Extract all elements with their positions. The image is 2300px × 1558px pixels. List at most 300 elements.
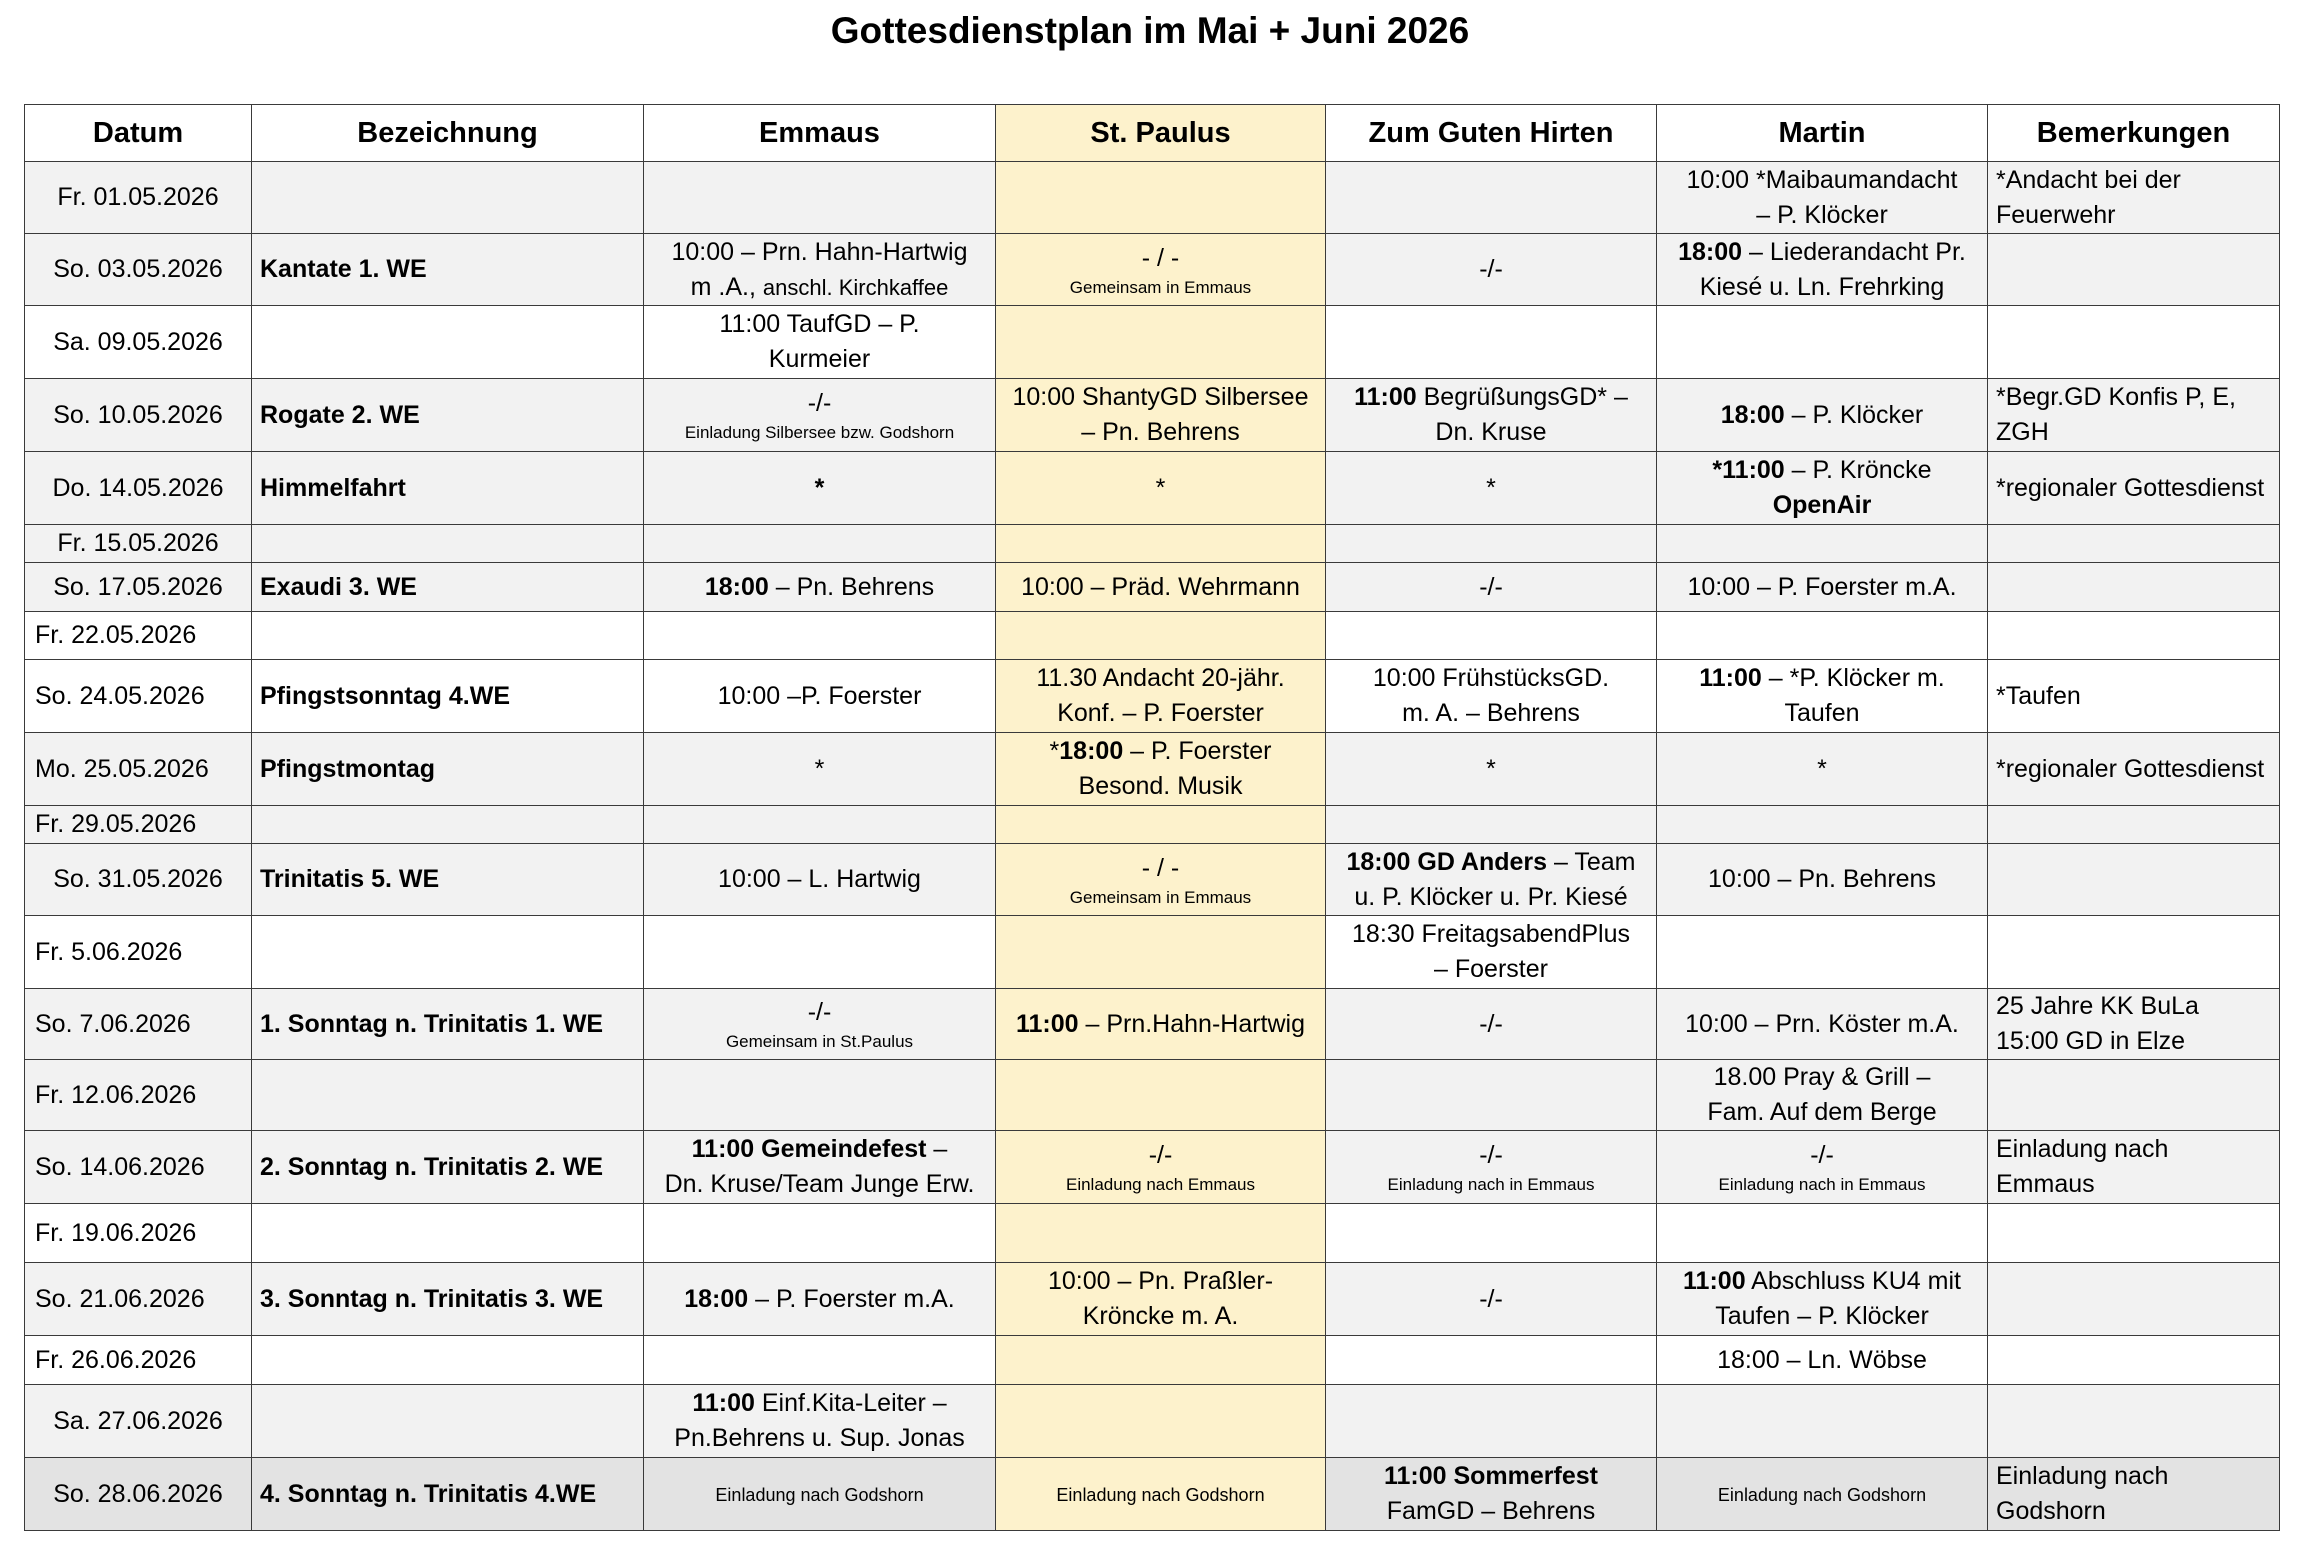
cell-line xyxy=(1004,1138,1317,1173)
cell-bemerkungen xyxy=(1988,1385,2280,1458)
table-row xyxy=(25,989,2280,1060)
cell-line xyxy=(652,862,987,897)
cell-bemerkungen xyxy=(1988,306,2280,379)
cell-line-2: – Foerster xyxy=(1434,955,1548,983)
cell-datum: So. 7.06.2026 xyxy=(25,989,252,1060)
cell-text: * xyxy=(814,754,825,783)
cell-line xyxy=(1004,661,1317,696)
table-row xyxy=(25,1385,2280,1458)
cell-bezeichnung xyxy=(252,806,644,844)
cell-line xyxy=(1334,380,1648,415)
cell-line xyxy=(1334,1282,1648,1317)
cell-zum-guten-hirten xyxy=(1326,844,1657,916)
cell-line xyxy=(652,386,987,421)
remark-line: *Andacht bei der xyxy=(1996,165,2181,194)
cell-line xyxy=(652,1282,987,1317)
cell-time: 18:00 xyxy=(704,572,769,601)
cell-time: 18:00 xyxy=(1720,400,1785,429)
header-martin: Martin xyxy=(1657,105,1988,162)
table-row xyxy=(25,612,2280,660)
cell-text: – Liederandacht Pr. xyxy=(1742,237,1966,266)
cell-zum-guten-hirten xyxy=(1326,525,1657,563)
cell-zum-guten-hirten xyxy=(1326,1336,1657,1385)
cell-bemerkungen xyxy=(1988,452,2280,525)
cell-bemerkungen xyxy=(1988,989,2280,1060)
cell-line xyxy=(652,270,987,305)
cell-martin xyxy=(1657,379,1988,452)
cell-time: 18:00 xyxy=(684,1284,749,1313)
cell-time: * xyxy=(814,473,825,502)
cell-st-paulus xyxy=(996,1060,1326,1131)
cell-time: *11:00 xyxy=(1712,456,1785,484)
cell-martin xyxy=(1657,844,1988,916)
cell-time: 11:00 xyxy=(1015,1009,1079,1038)
cell-line xyxy=(1665,862,1979,897)
cell-text: - / - xyxy=(1141,853,1180,882)
cell-time: 18:00 xyxy=(1678,237,1743,266)
cell-datum: Fr. 26.06.2026 xyxy=(25,1336,252,1385)
cell-line xyxy=(1665,1007,1979,1042)
header-zum-guten-hirten: Zum Guten Hirten xyxy=(1326,105,1657,162)
cell-bemerkungen xyxy=(1988,1204,2280,1263)
service-schedule-table xyxy=(24,104,2280,1531)
cell-emmaus xyxy=(644,612,996,660)
cell-line-2: – Pn. Behrens xyxy=(1081,418,1240,446)
cell-text: – Team xyxy=(1547,847,1636,876)
cell-text: – xyxy=(926,1135,948,1163)
cell-note: Gemeinsam in Emmaus xyxy=(1069,887,1252,907)
cell-bezeichnung: 4. Sonntag n. Trinitatis 4.WE xyxy=(252,1458,644,1531)
cell-zum-guten-hirten xyxy=(1326,1385,1657,1458)
cell-line-2: – P. Klöcker xyxy=(1756,200,1888,229)
cell-datum: So. 24.05.2026 xyxy=(25,660,252,733)
cell-bemerkungen xyxy=(1988,806,2280,844)
cell-st-paulus xyxy=(996,1204,1326,1263)
cell-martin xyxy=(1657,1263,1988,1336)
cell-note: Einladung Silbersee bzw. Godshorn xyxy=(684,423,955,442)
cell-text: 18:30 FreitagsabendPlus xyxy=(1352,920,1630,948)
cell-datum: So. 21.06.2026 xyxy=(25,1263,252,1336)
cell-st-paulus xyxy=(996,844,1326,916)
cell-time: 11:00 Gemeindefest xyxy=(691,1135,927,1163)
cell-text: 18:00 – Ln. Wöbse xyxy=(1717,1345,1927,1374)
cell-martin xyxy=(1657,733,1988,806)
cell-line xyxy=(652,471,987,506)
cell-bezeichnung xyxy=(252,1060,644,1131)
cell-martin xyxy=(1657,525,1988,563)
cell-emmaus xyxy=(644,525,996,563)
cell-emmaus xyxy=(644,1263,996,1336)
cell-line xyxy=(652,570,987,605)
cell-st-paulus xyxy=(996,1336,1326,1385)
cell-text: – P. Foerster m.A. xyxy=(748,1284,955,1313)
cell-line-2: Dn. Kruse/Team Junge Erw. xyxy=(664,1170,975,1198)
table-row xyxy=(25,1131,2280,1204)
cell-martin xyxy=(1657,916,1988,989)
cell-st-paulus xyxy=(996,1458,1326,1531)
table-row xyxy=(25,1458,2280,1531)
cell-martin xyxy=(1657,452,1988,525)
cell-zum-guten-hirten xyxy=(1326,733,1657,806)
cell-time: 18:00 GD Anders xyxy=(1346,847,1548,876)
remark-line: *regionaler Gottesdienst xyxy=(1996,473,2265,502)
cell-note: Einladung nach Godshorn xyxy=(1717,1484,1927,1505)
cell-martin xyxy=(1657,162,1988,234)
cell-text: 10:00 ShantyGD Silbersee xyxy=(1012,383,1309,411)
cell-text: -/- xyxy=(1479,572,1503,601)
remark-line: Einladung nach Emmaus xyxy=(1996,1135,2169,1198)
cell-line-2: Kurmeier xyxy=(768,345,871,373)
cell-line xyxy=(652,1132,987,1167)
cell-line xyxy=(1334,917,1648,952)
cell-text: 10:00 *Maibaumandacht xyxy=(1686,165,1958,194)
cell-text: -/- xyxy=(1479,1009,1503,1038)
cell-zum-guten-hirten xyxy=(1326,806,1657,844)
cell-text: 10:00 – Pn. Praßler- xyxy=(1047,1267,1274,1295)
cell-martin xyxy=(1657,234,1988,306)
cell-line-2: Besond. Musik xyxy=(1078,772,1243,800)
cell-zum-guten-hirten xyxy=(1326,660,1657,733)
cell-text: -/- xyxy=(1148,1141,1173,1169)
cell-line xyxy=(1665,1060,1979,1095)
table-row xyxy=(25,306,2280,379)
cell-line xyxy=(1004,1007,1317,1042)
cell-datum: Fr. 01.05.2026 xyxy=(25,162,252,234)
cell-emmaus xyxy=(644,162,996,234)
cell-emmaus xyxy=(644,1204,996,1263)
cell-bezeichnung: Kantate 1. WE xyxy=(252,234,644,306)
cell-st-paulus xyxy=(996,1131,1326,1204)
table-row xyxy=(25,1336,2280,1385)
cell-note: Einladung nach in Emmaus xyxy=(1718,1175,1926,1194)
cell-time: 11:00 xyxy=(1354,383,1417,411)
cell-datum: Fr. 29.05.2026 xyxy=(25,806,252,844)
table-row xyxy=(25,806,2280,844)
cell-bemerkungen xyxy=(1988,1263,2280,1336)
table-row xyxy=(25,733,2280,806)
cell-st-paulus xyxy=(996,306,1326,379)
cell-text: 10:00 FrühstücksGD. xyxy=(1372,664,1610,692)
cell-datum: Fr. 19.06.2026 xyxy=(25,1204,252,1263)
cell-text: – Prn.Hahn-Hartwig xyxy=(1078,1009,1306,1038)
cell-text: -/- xyxy=(1479,1284,1503,1313)
cell-zum-guten-hirten xyxy=(1326,1263,1657,1336)
cell-emmaus xyxy=(644,1458,996,1531)
cell-text: -/- xyxy=(807,389,832,417)
cell-bemerkungen xyxy=(1988,525,2280,563)
cell-line xyxy=(652,679,987,714)
cell-line xyxy=(1334,752,1648,787)
cell-line xyxy=(1334,661,1648,696)
cell-martin xyxy=(1657,1204,1988,1263)
cell-line xyxy=(1334,1007,1648,1042)
cell-bezeichnung xyxy=(252,1204,644,1263)
header-datum: Datum xyxy=(25,105,252,162)
cell-line xyxy=(1334,570,1648,605)
cell-emmaus xyxy=(644,989,996,1060)
cell-bemerkungen xyxy=(1988,916,2280,989)
remark-line: *regionaler Gottesdienst xyxy=(1996,754,2265,783)
cell-text: – P. Klöcker xyxy=(1784,400,1924,429)
cell-text: 10:00 – Prn. Hahn-Hartwig xyxy=(671,237,968,266)
cell-text: Einf.Kita-Leiter – xyxy=(754,1389,947,1417)
cell-text: 10:00 –P. Foerster xyxy=(717,681,922,710)
cell-zum-guten-hirten xyxy=(1326,452,1657,525)
cell-martin xyxy=(1657,1131,1988,1204)
header-bezeichnung: Bezeichnung xyxy=(252,105,644,162)
cell-zum-guten-hirten xyxy=(1326,1458,1657,1531)
cell-martin xyxy=(1657,989,1988,1060)
cell-text: 18.00 Pray & Grill – xyxy=(1713,1063,1931,1091)
cell-line-2: Pn.Behrens u. Sup. Jonas xyxy=(674,1424,965,1452)
cell-line xyxy=(1334,1459,1648,1494)
cell-note: Einladung nach Emmaus xyxy=(1065,1175,1255,1194)
cell-zum-guten-hirten xyxy=(1326,234,1657,306)
cell-emmaus xyxy=(644,306,996,379)
cell-text: BegrüßungsGD* – xyxy=(1416,383,1628,411)
cell-bezeichnung xyxy=(252,612,644,660)
cell-emmaus xyxy=(644,806,996,844)
cell-bezeichnung: 1. Sonntag n. Trinitatis 1. WE xyxy=(252,989,644,1060)
cell-text: -/- xyxy=(1479,1141,1503,1169)
cell-text: – P. Foerster xyxy=(1123,737,1272,765)
cell-text: -/- xyxy=(807,998,832,1026)
cell-zum-guten-hirten xyxy=(1326,379,1657,452)
header-st-paulus: St. Paulus xyxy=(996,105,1326,162)
cell-line xyxy=(1665,1138,1979,1173)
cell-time: 11:00 xyxy=(1683,1267,1746,1295)
cell-time: 18:00 xyxy=(1059,737,1124,765)
cell-zum-guten-hirten xyxy=(1326,1131,1657,1204)
cell-datum: Fr. 12.06.2026 xyxy=(25,1060,252,1131)
cell-bezeichnung xyxy=(252,916,644,989)
cell-line xyxy=(1004,380,1317,415)
cell-datum: Fr. 5.06.2026 xyxy=(25,916,252,989)
remark-line: *Begr.GD Konfis P, E, ZGH xyxy=(1996,383,2236,446)
page-title: Gottesdienstplan im Mai + Juni 2026 xyxy=(830,10,1470,51)
cell-line-2: Konf. – P. Foerster xyxy=(1057,699,1264,727)
remark-line: Einladung nach Godshorn xyxy=(1996,1462,2169,1525)
cell-zum-guten-hirten xyxy=(1326,306,1657,379)
cell-martin xyxy=(1657,306,1988,379)
table-row xyxy=(25,1263,2280,1336)
cell-st-paulus xyxy=(996,563,1326,612)
cell-bezeichnung: Pfingstmontag xyxy=(252,733,644,806)
cell-bezeichnung: Rogate 2. WE xyxy=(252,379,644,452)
cell-text: - / - xyxy=(1141,243,1180,272)
cell-datum: So. 28.06.2026 xyxy=(25,1458,252,1531)
cell-st-paulus xyxy=(996,806,1326,844)
table-row xyxy=(25,162,2280,234)
cell-bemerkungen xyxy=(1988,1131,2280,1204)
cell-line-2: m. A. – Behrens xyxy=(1402,699,1580,727)
cell-line xyxy=(652,995,987,1030)
cell-zum-guten-hirten xyxy=(1326,162,1657,234)
cell-st-paulus xyxy=(996,612,1326,660)
table-row xyxy=(25,525,2280,563)
cell-bemerkungen xyxy=(1988,1060,2280,1131)
cell-text: * xyxy=(1049,737,1060,765)
cell-emmaus xyxy=(644,1336,996,1385)
cell-martin xyxy=(1657,1458,1988,1531)
cell-datum: Fr. 15.05.2026 xyxy=(25,525,252,563)
cell-bemerkungen xyxy=(1988,1336,2280,1385)
cell-bemerkungen xyxy=(1988,563,2280,612)
cell-martin xyxy=(1657,563,1988,612)
cell-line xyxy=(652,1386,987,1421)
cell-datum: Sa. 27.06.2026 xyxy=(25,1385,252,1458)
cell-emmaus xyxy=(644,234,996,306)
cell-line xyxy=(1665,398,1979,433)
cell-text: m .A., xyxy=(690,272,763,301)
cell-datum: So. 03.05.2026 xyxy=(25,234,252,306)
cell-line xyxy=(1665,1264,1979,1299)
cell-line xyxy=(1004,1264,1317,1299)
cell-bezeichnung: 3. Sonntag n. Trinitatis 3. WE xyxy=(252,1263,644,1336)
cell-line-2: Dn. Kruse xyxy=(1435,418,1547,446)
cell-text: * xyxy=(1817,754,1827,783)
cell-zum-guten-hirten xyxy=(1326,1204,1657,1263)
cell-emmaus xyxy=(644,379,996,452)
cell-st-paulus xyxy=(996,1263,1326,1336)
cell-line xyxy=(1334,471,1648,506)
cell-martin xyxy=(1657,612,1988,660)
cell-zum-guten-hirten xyxy=(1326,916,1657,989)
cell-text: 10:00 – Pn. Behrens xyxy=(1708,865,1936,893)
cell-zum-guten-hirten xyxy=(1326,563,1657,612)
cell-emmaus xyxy=(644,563,996,612)
cell-text: – *P. Klöcker m. xyxy=(1761,664,1945,692)
cell-st-paulus xyxy=(996,1385,1326,1458)
cell-line xyxy=(1004,851,1317,886)
cell-zum-guten-hirten xyxy=(1326,612,1657,660)
cell-emmaus xyxy=(644,916,996,989)
cell-st-paulus xyxy=(996,525,1326,563)
cell-bemerkungen xyxy=(1988,733,2280,806)
table-row xyxy=(25,563,2280,612)
header-bemerkungen: Bemerkungen xyxy=(1988,105,2280,162)
cell-bezeichnung: Exaudi 3. WE xyxy=(252,563,644,612)
cell-line xyxy=(1334,252,1648,287)
cell-time: 11:00 Sommerfest xyxy=(1383,1462,1598,1490)
cell-emmaus xyxy=(644,1385,996,1458)
cell-bezeichnung xyxy=(252,525,644,563)
cell-text: – P. Kröncke xyxy=(1784,456,1932,484)
cell-text: 10:00 – Präd. Wehrmann xyxy=(1021,572,1300,601)
cell-martin xyxy=(1657,1385,1988,1458)
table-row xyxy=(25,1204,2280,1263)
cell-bezeichnung xyxy=(252,306,644,379)
cell-bemerkungen xyxy=(1988,1458,2280,1531)
cell-bezeichnung xyxy=(252,1385,644,1458)
cell-time: 11:00 xyxy=(692,1389,755,1417)
cell-line xyxy=(1334,845,1648,880)
cell-text: -/- xyxy=(1810,1141,1834,1169)
cell-martin xyxy=(1657,1060,1988,1131)
cell-bold-line: OpenAir xyxy=(1772,491,1872,519)
cell-text: 10:00 – Prn. Köster m.A. xyxy=(1685,1009,1959,1038)
cell-bezeichnung: Pfingstsonntag 4.WE xyxy=(252,660,644,733)
cell-st-paulus xyxy=(996,234,1326,306)
cell-text: * xyxy=(1155,473,1166,502)
cell-datum: Sa. 09.05.2026 xyxy=(25,306,252,379)
cell-note: Einladung nach in Emmaus xyxy=(1387,1175,1595,1194)
cell-emmaus xyxy=(644,733,996,806)
cell-line xyxy=(1665,570,1979,605)
cell-emmaus xyxy=(644,844,996,916)
table-row xyxy=(25,1060,2280,1131)
cell-st-paulus xyxy=(996,916,1326,989)
cell-emmaus xyxy=(644,660,996,733)
cell-bezeichnung: Trinitatis 5. WE xyxy=(252,844,644,916)
header-row xyxy=(25,105,2280,162)
cell-line-2: Fam. Auf dem Berge xyxy=(1707,1098,1937,1126)
table-row xyxy=(25,379,2280,452)
cell-line xyxy=(1004,734,1317,769)
cell-text: 10:00 – L. Hartwig xyxy=(718,865,921,893)
cell-text: 11.30 Andacht 20-jähr. xyxy=(1036,664,1285,692)
cell-bemerkungen xyxy=(1988,379,2280,452)
cell-emmaus xyxy=(644,1060,996,1131)
cell-line-2: Taufen – P. Klöcker xyxy=(1715,1302,1929,1330)
cell-datum: Do. 14.05.2026 xyxy=(25,452,252,525)
header-emmaus: Emmaus xyxy=(644,105,996,162)
cell-line xyxy=(1665,661,1979,696)
cell-bemerkungen xyxy=(1988,844,2280,916)
remark-line: 15:00 GD in Elze xyxy=(1996,1027,2185,1055)
cell-bezeichnung: 2. Sonntag n. Trinitatis 2. WE xyxy=(252,1131,644,1204)
cell-line xyxy=(1004,241,1317,276)
table-row xyxy=(25,844,2280,916)
cell-st-paulus xyxy=(996,452,1326,525)
cell-st-paulus xyxy=(996,379,1326,452)
cell-line xyxy=(1004,471,1317,506)
cell-bezeichnung: Himmelfahrt xyxy=(252,452,644,525)
remark-line: *Taufen xyxy=(1996,681,2081,710)
cell-line xyxy=(1665,1343,1979,1378)
cell-note: Einladung nach Godshorn xyxy=(1056,1484,1265,1505)
table-row xyxy=(25,452,2280,525)
cell-bemerkungen xyxy=(1988,234,2280,306)
cell-martin xyxy=(1657,806,1988,844)
remark-line: 25 Jahre KK BuLa xyxy=(1996,992,2199,1020)
cell-zum-guten-hirten xyxy=(1326,1060,1657,1131)
cell-martin xyxy=(1657,1336,1988,1385)
cell-line xyxy=(1665,752,1979,787)
table-row xyxy=(25,234,2280,306)
cell-line-2: FamGD – Behrens xyxy=(1386,1497,1596,1525)
cell-text-small: anschl. Kirchkaffee xyxy=(762,274,949,300)
cell-line xyxy=(1004,570,1317,605)
table-row xyxy=(25,916,2280,989)
cell-st-paulus xyxy=(996,162,1326,234)
cell-line-2: Kiesé u. Ln. Frehrking xyxy=(1699,272,1945,301)
cell-st-paulus xyxy=(996,733,1326,806)
cell-emmaus xyxy=(644,452,996,525)
cell-text: Abschluss KU4 mit xyxy=(1745,1267,1961,1295)
remark-line: Feuerwehr xyxy=(1996,200,2116,229)
cell-line xyxy=(1334,1138,1648,1173)
table-row xyxy=(25,660,2280,733)
cell-line-2: u. P. Klöcker u. Pr. Kiesé xyxy=(1354,882,1628,911)
cell-bezeichnung xyxy=(252,1336,644,1385)
cell-time: 11:00 xyxy=(1699,664,1762,692)
cell-text: 11:00 TaufGD – P. xyxy=(719,310,920,338)
cell-line-2: Taufen xyxy=(1784,699,1860,727)
cell-note: Gemeinsam in St.Paulus xyxy=(725,1032,914,1051)
cell-text: – Pn. Behrens xyxy=(768,572,935,601)
cell-st-paulus xyxy=(996,660,1326,733)
